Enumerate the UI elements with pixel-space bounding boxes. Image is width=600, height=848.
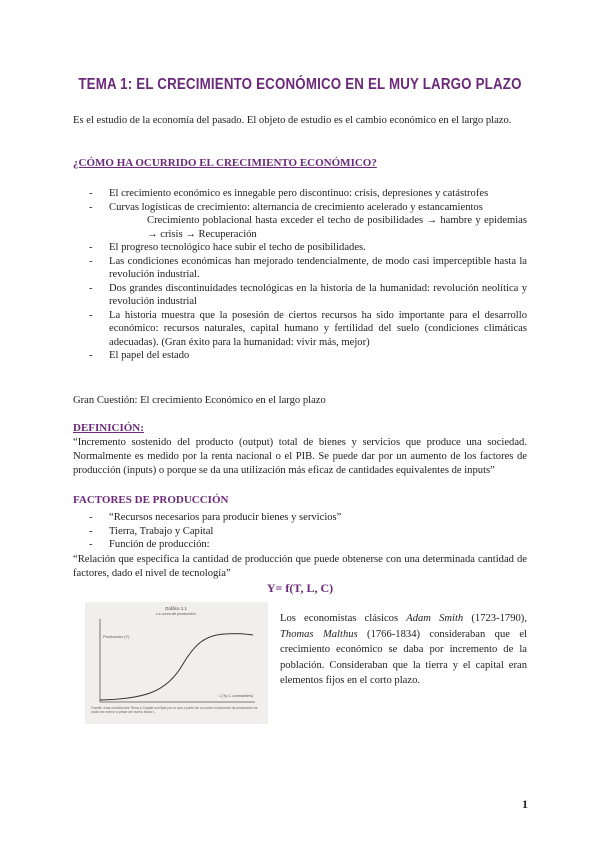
page-number: 1: [522, 797, 528, 811]
crecimiento-list: [89, 187, 527, 363]
author-malthus: Thomas Malthus: [280, 628, 358, 640]
list-item: - La historia muestra que la posesión de ciertos recursos ha sido importante para el desarrollo económico: recursos naturales, capital humano y fertilidad del suelo (condiciones climáticas adecuadas). (Gran éxito para la humanidad: vivir más, mejor): [89, 309, 527, 350]
production-curve-figure: [85, 602, 268, 724]
list-item: - Dos grandes discontinuidades tecnológicas en la historia de la humanidad: revolución neolítica y revolución industrial: [89, 282, 527, 309]
section-heading-definicion: DEFINICIÓN:: [73, 422, 144, 434]
production-curve-chart: [85, 602, 268, 724]
intro-paragraph: Es el estudio de la economía del pasado. El objeto de estudio es el cambio económico en el largo plazo.: [73, 115, 512, 126]
list-item: - “Recursos necesarios para producir bienes y servicios”: [89, 511, 527, 525]
figure-xlabel: L(Ty C constantes): [219, 693, 253, 698]
list-item: - El progreso tecnológico hace subir el techo de posibilidades.: [89, 241, 527, 255]
list-item: - Tierra, Trabajo y Capital: [89, 525, 527, 539]
section-heading-factores: FACTORES DE PRODUCCIÓN: [73, 494, 229, 506]
list-item: - El papel del estado: [89, 349, 527, 363]
author-smith: Adam Smith: [406, 613, 464, 624]
section-heading-crecimiento: ¿CÓMO HA OCURRIDO EL CRECIMIENTO ECONÓMICO?: [73, 157, 377, 169]
gran-cuestion: Gran Cuestión: El crecimiento Económico en el largo plazo: [73, 395, 326, 406]
definicion-text: “Incremento sostenido del producto (output) total de bienes y servicios que produce una sociedad. Normalmente es medido por la renta nacional o el PIB. Se puede dar por un aumento de los factores de producción (inputs) o porque se da una utilización más eficaz de cantidades equivalentes de inputs”: [73, 437, 527, 476]
list-item: - Función de producción:: [89, 538, 527, 552]
list-item: - Curvas logísticas de crecimiento: alternancia de crecimiento acelerado y estancamientos Crecimiento poblacional hasta exceder el techo de posibilidades → hambre y epidemias → crisis → Recuperación: [89, 201, 527, 242]
production-function-formula: Y= f(T, L, C): [266, 581, 334, 595]
sub-item-malthusian: Crecimiento poblacional hasta exceder el techo de posibilidades → hambre y epidemias → crisis → Recuperación: [147, 215, 527, 240]
relacion-text: “Relación que especifica la cantidad de producción que puede obtenerse con una determinada cantidad de factores, dado el nivel de tecnología”: [73, 554, 527, 579]
figure-title: Gráfico 1.1: [164, 606, 188, 611]
figure-ylabel: Producción (Y): [103, 634, 130, 639]
list-item: - El crecimiento económico es innegable pero discontinuo: crisis, depresiones y catástrofes: [89, 187, 527, 201]
factores-list: [89, 511, 527, 552]
figure-caption: Fuente: a las condiciones Tierra y Capital son fijas por lo que a partir de un punto el aumento de producción es cada vez menor a pesar del nuevo factor L: [91, 706, 258, 714]
clasicos-paragraph: Los economistas clásicos Adam Smith (1723-1790), Thomas Malthus (1766-1834) consideraban que el crecimiento económico se daba por incremento de la población. Consideraban que la tierra y el capital eran elementos fijos en el corto plazo.: [280, 613, 527, 686]
document-title: TEMA 1: EL CRECIMIENTO ECONÓMICO EN EL MUY LARGO PLAZO: [78, 76, 522, 93]
figure-subtitle: La curva de producción: [156, 612, 196, 616]
list-item: - Las condiciones económicas han mejorado tendencialmente, de modo casi imperceptible hasta la revolución industrial.: [89, 255, 527, 282]
